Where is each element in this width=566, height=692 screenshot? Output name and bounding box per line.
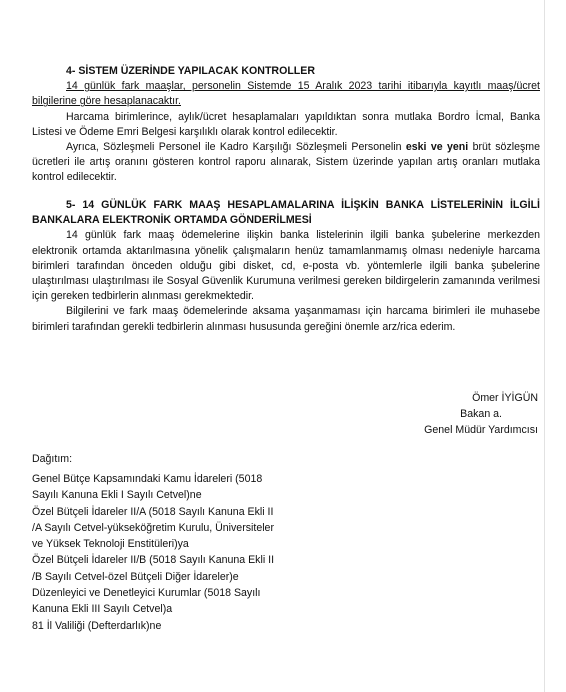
distribution-line: Özel Bütçeli İdareler II/A (5018 Sayılı Kanuna Ekli II (32, 505, 274, 518)
section-4-paragraph-3-emphasis: eski ve yeni (405, 141, 469, 154)
section-4-paragraph-1: 14 günlük fark maaşlar, personelin Sistemde 15 Aralık 2023 tarihi itibarıyla kayıtlı maaş/ücret bilgilerine göre hesaplanacaktır. (32, 80, 540, 108)
distribution-line: Özel Bütçeli İdareler II/B (5018 Sayılı Kanuna Ekli II (32, 554, 275, 567)
distribution-list (32, 471, 312, 634)
distribution-line: Sayılı Kanuna Ekli I Sayılı Cetvel)ne (32, 489, 202, 502)
section-5-heading: 5- 14 GÜNLÜK FARK MAAŞ HESAPLAMALARINA İLİŞKİN BANKA LİSTELERİNİN İLGİLİ BANKALARA ELEKTRONİK ORTAMDA GÖNDERİLMESİ (32, 199, 540, 227)
distribution-line: 81 İl Valiliği (Defterdarlık)ne (32, 619, 162, 632)
signatory-name: Ömer İYİGÜN (472, 392, 538, 404)
section-4-paragraph-3 (32, 140, 540, 186)
distribution-line: ve Yüksek Teknoloji Enstitüleri)ya (32, 538, 189, 551)
section-5-paragraph-2: Bilgilerini ve fark maaş ödemelerinde aksama yaşanmaması için harcama birimleri ile muhasebe birimleri tarafından gerekli tedbirlerin alınması hususunda gereğini önemle arz/rica ederim. (32, 305, 540, 333)
distribution-line: Kanuna Ekli III Sayılı Cetvel)a (32, 603, 173, 616)
distribution-line: /A Sayılı Cetvel-yükseköğretim Kurulu, Üniversiteler (32, 521, 274, 534)
distribution-line: Düzenleyici ve Denetleyici Kurumlar (5018 Sayılı (32, 587, 261, 600)
signatory-authority: Bakan a. (460, 408, 502, 420)
section-4 (32, 64, 540, 186)
signatory-title: Genel Müdür Yardımcısı (424, 424, 538, 436)
section-4-paragraph-3-start: Ayrıca, Sözleşmeli Personel ile Kadro Karşılığı Sözleşmeli Personelin (66, 141, 406, 154)
section-4-heading: 4- SİSTEM ÜZERİNDE YAPILACAK KONTROLLER (66, 65, 315, 77)
section-5-paragraph-1: 14 günlük fark maaş ödemelerine ilişkin banka listelerinin ilgili banka şubelerine merkezden elektronik ortamda aktarılmasına yönelik çalışmaların henüz tamamlanmamış olması nedeniyle harcama birimleri tarafından önceden olduğu gibi disket, cd, e-posta vb. yöntemlerle ilgili banka şubelerine ulaştırılması ulaştırılması ile Sosyal Güvenlik Kurumuna verilmesi gereken bildirgelerin zamanında verilmesi için gereken tedbirlerin alınması gerekmektedir. (32, 229, 540, 303)
distribution-line: /B Sayılı Cetvel-özel Bütçeli Diğer İdareler)e (32, 570, 239, 583)
page-edge-divider (544, 0, 545, 692)
section-5 (32, 198, 540, 335)
distribution-title: Dağıtım: (32, 453, 73, 465)
distribution-line: Genel Bütçe Kapsamındaki Kamu İdareleri (5018 (32, 473, 263, 485)
section-4-paragraph-3-end: brüt sözleşme ücretleri ile artış oranını gösteren kontrol raporu alınarak, Sistem üzerinde yapılan artış oranları mutlaka kontrol edilecektir. (32, 141, 540, 184)
signature-block (424, 390, 538, 438)
section-4-paragraph-2: Harcama birimlerince, aylık/ücret hesaplamaları yapıldıktan sonra mutlaka Bordro İcmal, Banka Listesi ve Ödeme Emri Belgesi karşılıklı olarak kontrol edilecektir. (32, 110, 540, 138)
